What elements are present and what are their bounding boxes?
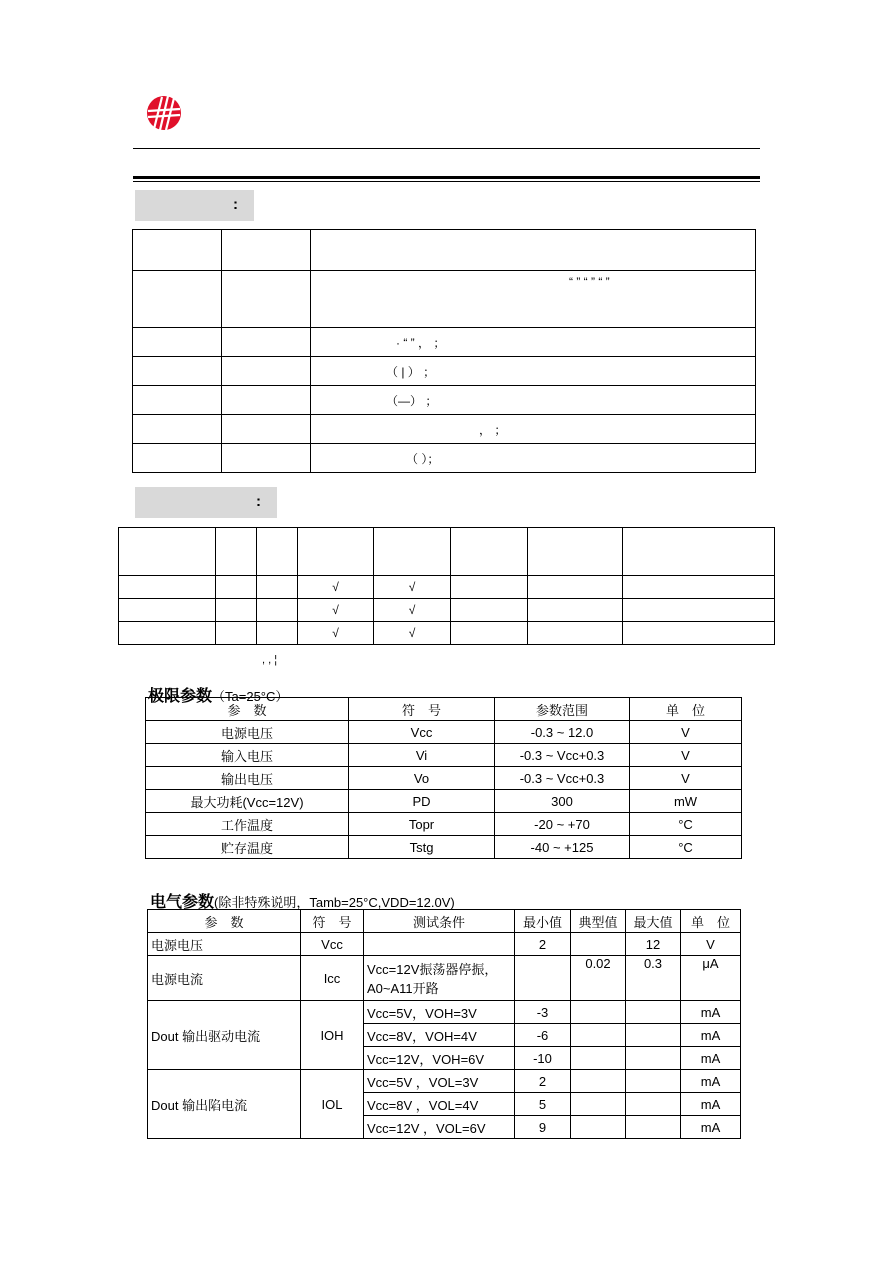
param-symbol: Vcc xyxy=(349,721,495,744)
table-row xyxy=(148,933,741,956)
param-condition: Vcc=8V，VOH=4V xyxy=(364,1024,515,1047)
param-name: Dout 输出陷电流 xyxy=(148,1070,301,1139)
table-row xyxy=(146,813,742,836)
param-name: 电源电压 xyxy=(148,933,301,956)
param-range: -0.3 ~ Vcc+0.3 xyxy=(495,767,630,790)
param-unit: V xyxy=(630,767,742,790)
param-name: 电源电压 xyxy=(146,721,349,744)
param-name: 最大功耗(Vcc=12V) xyxy=(146,790,349,813)
column-header: 参 数 xyxy=(148,910,301,933)
table-cell: （ ）； xyxy=(311,444,756,473)
section-heading-marker: : xyxy=(233,196,238,213)
param-min: 2 xyxy=(515,1070,571,1093)
param-unit: mA xyxy=(681,1070,741,1093)
section-heading-2 xyxy=(135,487,277,518)
electrical-characteristics-table xyxy=(147,909,741,1139)
param-range: -40 ~ +125 xyxy=(495,836,630,859)
product-selection-table xyxy=(118,527,775,645)
table-row xyxy=(133,328,756,357)
param-min: -10 xyxy=(515,1047,571,1070)
param-unit: mA xyxy=(681,1047,741,1070)
header-double-rule xyxy=(133,176,760,179)
section-heading-marker: : xyxy=(256,493,261,510)
table-row xyxy=(148,1070,741,1093)
section-heading-1 xyxy=(135,190,254,221)
param-unit: mA xyxy=(681,1001,741,1024)
check-mark: √ xyxy=(298,576,374,599)
column-header: 最小值 xyxy=(515,910,571,933)
param-unit: V xyxy=(681,933,741,956)
header-rule-thin xyxy=(133,181,760,182)
param-symbol: PD xyxy=(349,790,495,813)
param-max: 12 xyxy=(626,933,681,956)
check-mark: √ xyxy=(298,622,374,645)
param-range: 300 xyxy=(495,790,630,813)
param-range: -0.3 ~ Vcc+0.3 xyxy=(495,744,630,767)
table-row xyxy=(146,721,742,744)
param-min: 5 xyxy=(515,1093,571,1116)
param-symbol: Vo xyxy=(349,767,495,790)
param-unit: V xyxy=(630,721,742,744)
param-condition: Vcc=8V ，VOL=4V xyxy=(364,1093,515,1116)
electrical-title-text: 电气参数 xyxy=(150,894,215,911)
table-row xyxy=(119,622,775,645)
param-name: 输入电压 xyxy=(146,744,349,767)
check-mark: √ xyxy=(298,599,374,622)
header-rule xyxy=(133,148,760,149)
limits-title-note: （Ta=25°C） xyxy=(212,689,289,704)
condition-line: A0~A11开路 xyxy=(367,981,439,996)
param-condition: Vcc=5V，VOH=3V xyxy=(364,1001,515,1024)
param-unit: μA xyxy=(681,956,741,1001)
pin-description-table xyxy=(132,229,756,473)
param-range: -0.3 ~ 12.0 xyxy=(495,721,630,744)
param-condition xyxy=(364,956,515,1001)
param-name: 输出电压 xyxy=(146,767,349,790)
table-row xyxy=(146,790,742,813)
param-min: 2 xyxy=(515,933,571,956)
table-row xyxy=(148,1001,741,1024)
param-symbol: Tstg xyxy=(349,836,495,859)
column-header: 参 数 xyxy=(146,698,349,721)
table-row xyxy=(119,576,775,599)
column-header: 符 号 xyxy=(301,910,364,933)
param-unit: mA xyxy=(681,1116,741,1139)
check-mark: √ xyxy=(374,599,451,622)
check-mark: √ xyxy=(374,576,451,599)
company-logo-icon xyxy=(146,95,182,131)
param-symbol: Icc xyxy=(301,956,364,1001)
table-header-row xyxy=(119,528,775,576)
param-name: 工作温度 xyxy=(146,813,349,836)
table-cell: ， ； xyxy=(311,415,756,444)
param-unit: mW xyxy=(630,790,742,813)
param-symbol: Topr xyxy=(349,813,495,836)
limits-title-text: 极限参数 xyxy=(148,688,213,705)
table-cell: “ ” “ ” “ ” xyxy=(311,271,756,328)
table-header-row xyxy=(148,910,741,933)
column-header: 单 位 xyxy=(630,698,742,721)
table-row xyxy=(119,599,775,622)
table-row xyxy=(146,767,742,790)
param-unit: °C xyxy=(630,813,742,836)
param-min: -3 xyxy=(515,1001,571,1024)
param-symbol: IOH xyxy=(301,1001,364,1070)
param-unit: mA xyxy=(681,1024,741,1047)
param-condition: Vcc=12V，VOH=6V xyxy=(364,1047,515,1070)
param-name: Dout 输出驱动电流 xyxy=(148,1001,301,1070)
column-header: 典型值 xyxy=(571,910,626,933)
param-condition: Vcc=12V ，VOL=6V xyxy=(364,1116,515,1139)
param-symbol: Vcc xyxy=(301,933,364,956)
param-range: -20 ~ +70 xyxy=(495,813,630,836)
param-symbol: Vi xyxy=(349,744,495,767)
param-min: 9 xyxy=(515,1116,571,1139)
table-row xyxy=(133,357,756,386)
table-note: , , ¦ xyxy=(262,654,278,666)
param-condition: Vcc=5V ，VOL=3V xyxy=(364,1070,515,1093)
param-unit: V xyxy=(630,744,742,767)
param-symbol: IOL xyxy=(301,1070,364,1139)
electrical-title-note: (除非特殊说明，Tamb=25°C,VDD=12.0V) xyxy=(214,895,455,910)
table-row xyxy=(146,744,742,767)
column-header: 单 位 xyxy=(681,910,741,933)
param-min: -6 xyxy=(515,1024,571,1047)
table-header-row xyxy=(146,698,742,721)
param-typ: 0.02 xyxy=(571,956,626,1001)
table-row xyxy=(133,415,756,444)
table-cell: （—） ； xyxy=(311,386,756,415)
table-row xyxy=(146,836,742,859)
param-name: 电源电流 xyxy=(148,956,301,1001)
absolute-max-ratings-table xyxy=(145,697,742,859)
table-cell: （ | ） ； xyxy=(311,357,756,386)
table-cell: · “ ” ， ； xyxy=(311,328,756,357)
column-header: 最大值 xyxy=(626,910,681,933)
check-mark: √ xyxy=(374,622,451,645)
table-row xyxy=(133,386,756,415)
param-unit: mA xyxy=(681,1093,741,1116)
param-max: 0.3 xyxy=(626,956,681,1001)
table-row xyxy=(133,230,756,271)
column-header: 参数范围 xyxy=(495,698,630,721)
condition-line: Vcc=12V振荡器停振， xyxy=(367,962,498,977)
param-unit: °C xyxy=(630,836,742,859)
column-header: 测试条件 xyxy=(364,910,515,933)
param-name: 贮存温度 xyxy=(146,836,349,859)
table-row xyxy=(133,271,756,328)
table-row xyxy=(133,444,756,473)
column-header: 符 号 xyxy=(349,698,495,721)
table-row xyxy=(148,956,741,1001)
